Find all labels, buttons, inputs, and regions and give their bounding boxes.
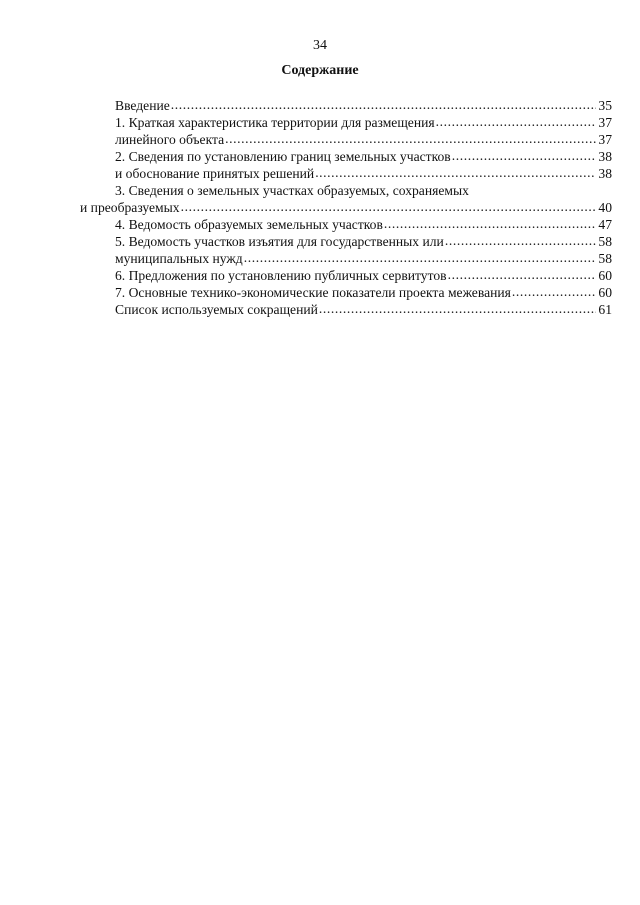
toc-entry-section-4[interactable] bbox=[80, 216, 612, 233]
toc-entry-text: 4. Ведомость образуемых земельных участков bbox=[115, 217, 383, 232]
toc-dot-leader bbox=[384, 215, 597, 232]
toc-entry-section-2[interactable] bbox=[80, 148, 612, 165]
toc-page-number: 61 bbox=[598, 302, 612, 317]
toc-entry-section-3-cont[interactable] bbox=[80, 199, 612, 216]
toc-entry-introduction[interactable] bbox=[80, 97, 612, 114]
table-of-contents bbox=[80, 97, 612, 318]
toc-entry-text: муниципальных нужд bbox=[115, 251, 243, 266]
toc-dot-leader bbox=[181, 198, 597, 215]
toc-entry-section-2-cont[interactable] bbox=[80, 165, 612, 182]
toc-page-number: 60 bbox=[598, 268, 612, 283]
toc-entry-text: Список используемых сокращений bbox=[115, 302, 318, 317]
toc-page-number: 58 bbox=[598, 234, 612, 249]
toc-entry-section-5[interactable] bbox=[80, 233, 612, 250]
toc-dot-leader bbox=[445, 232, 597, 249]
toc-dot-leader bbox=[436, 113, 597, 130]
toc-page-number: 35 bbox=[598, 98, 612, 113]
toc-entry-section-5-cont[interactable] bbox=[80, 250, 612, 267]
toc-page-number: 60 bbox=[598, 285, 612, 300]
toc-dot-leader bbox=[171, 96, 597, 113]
toc-page-number: 37 bbox=[598, 115, 612, 130]
toc-entry-text: линейного объекта bbox=[115, 132, 225, 147]
toc-entry-text: и обоснование принятых решений bbox=[115, 166, 315, 181]
toc-dot-leader bbox=[512, 283, 596, 300]
toc-entry-text: 6. Предложения по установлению публичных сервитутов bbox=[115, 268, 447, 283]
toc-dot-leader bbox=[244, 249, 597, 266]
toc-dot-leader bbox=[225, 130, 596, 147]
page-title: Содержание bbox=[281, 63, 359, 78]
toc-page-number: 58 bbox=[598, 251, 612, 266]
toc-dot-leader bbox=[315, 164, 596, 181]
toc-page-number: 47 bbox=[598, 217, 612, 232]
toc-dot-leader bbox=[452, 147, 597, 164]
toc-dot-leader bbox=[448, 266, 597, 283]
toc-entry-section-7[interactable] bbox=[80, 284, 612, 301]
toc-entry-text: 7. Основные технико-экономические показатели проекта межевания bbox=[115, 285, 511, 300]
toc-entry-section-1-cont[interactable] bbox=[80, 131, 612, 148]
page-number: 34 bbox=[313, 38, 327, 53]
toc-dot-leader bbox=[319, 300, 597, 317]
toc-entry-text: 1. Краткая характеристика территории для размещения bbox=[115, 115, 435, 130]
toc-page-number: 37 bbox=[598, 132, 612, 147]
toc-page-number: 40 bbox=[598, 200, 612, 215]
toc-entry-text: 5. Ведомость участков изъятия для государственных или bbox=[115, 234, 444, 249]
toc-entry-section-3[interactable] bbox=[80, 182, 612, 199]
toc-page-number: 38 bbox=[598, 149, 612, 164]
toc-entry-text: 2. Сведения по установлению границ земельных участков bbox=[115, 149, 451, 164]
toc-entry-abbreviations[interactable] bbox=[80, 301, 612, 318]
toc-entry-text: Введение bbox=[115, 98, 170, 113]
toc-entry-section-1[interactable] bbox=[80, 114, 612, 131]
toc-entry-text: и преобразуемых bbox=[80, 200, 180, 215]
toc-page-number: 38 bbox=[598, 166, 612, 181]
toc-entry-section-6[interactable] bbox=[80, 267, 612, 284]
toc-entry-text: 3. Сведения о земельных участках образуемых, сохраняемых bbox=[115, 183, 469, 198]
